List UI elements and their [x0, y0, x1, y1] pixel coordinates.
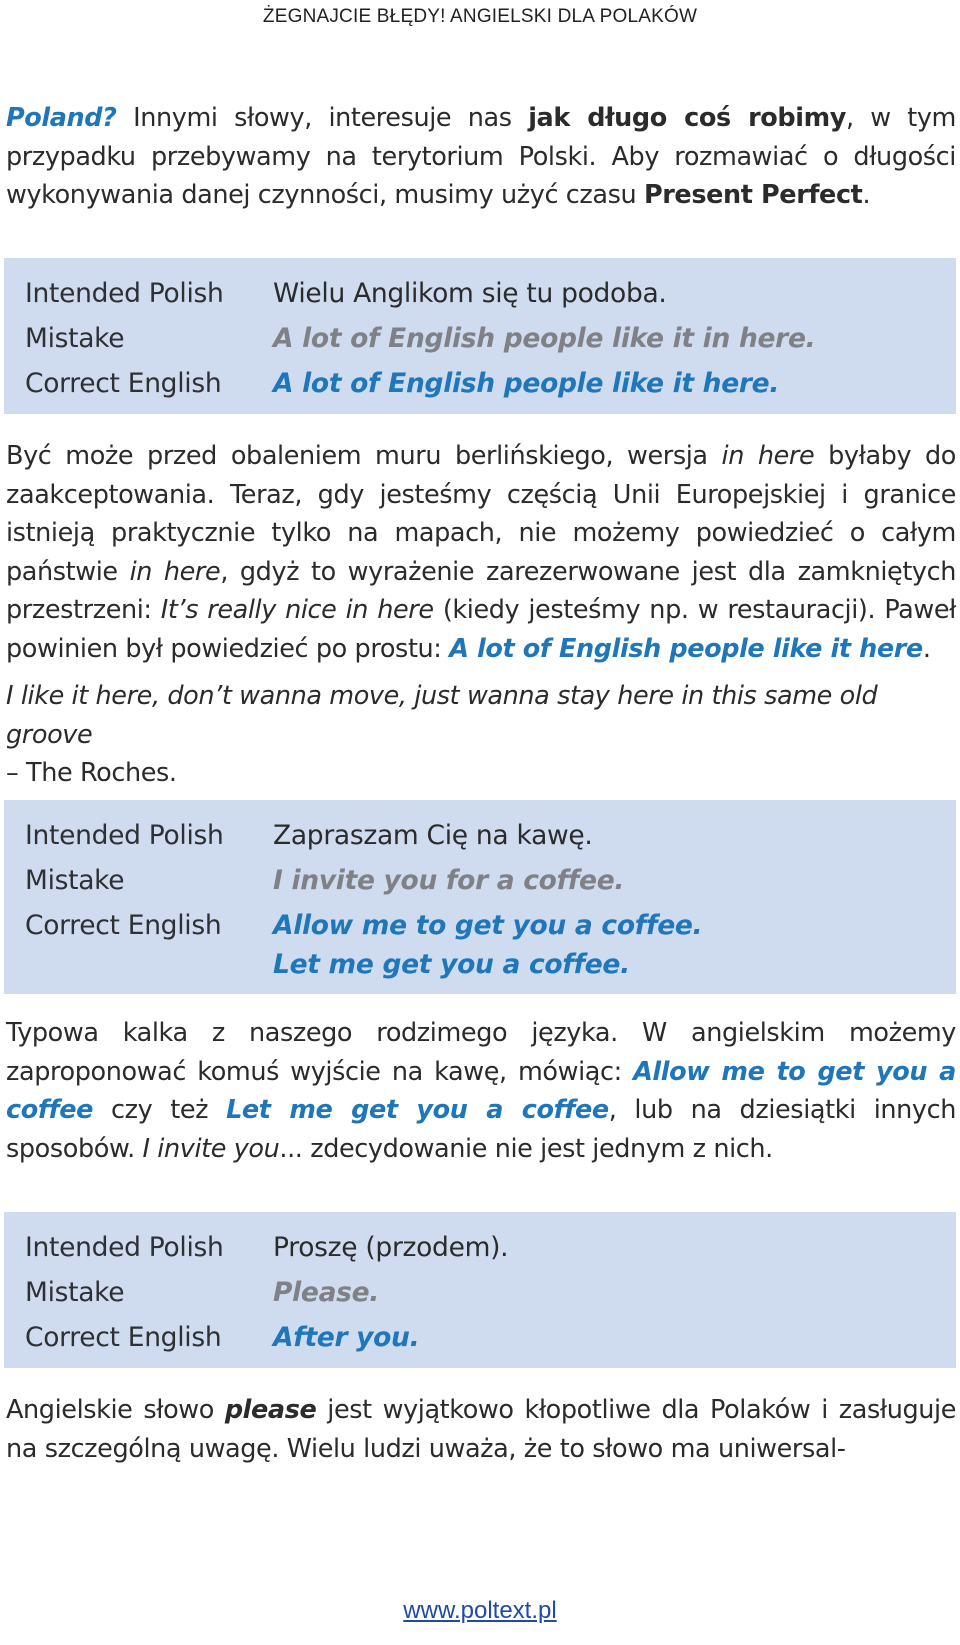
label-correct: Correct English [25, 368, 222, 399]
correct-phrase: A lot of English people like it here [449, 633, 923, 664]
label-correct: Correct English [25, 910, 222, 941]
text: (kiedy jesteśmy np. w restauracji). Paweł powinien był powiedzieć po prostu: [6, 595, 956, 664]
text: , gdyż to wyrażenie zarezerwowane jest dla zamkniętych przestrzeni: [6, 556, 956, 625]
intro-paragraph [6, 99, 956, 215]
correct-row [4, 362, 956, 406]
text: czy też [93, 1095, 227, 1125]
italic-example: It’s really nice in here [160, 595, 434, 625]
label-mistake: Mistake [25, 323, 125, 354]
mistake-row [4, 317, 956, 361]
text: byłaby do zaakceptowania. Teraz, gdy jesteśmy częścią Unii Europejskiej i granice istnieją praktycznie tylko na mapach, nie możemy powiedzieć o całym państwie [6, 441, 957, 587]
correct-row [4, 904, 956, 948]
label-mistake: Mistake [25, 1277, 125, 1308]
mistake-sentence: Please. [273, 1277, 380, 1308]
footer [0, 1597, 960, 1625]
text: Typowa kalka z naszego rodzimego języka. W angielskim możemy zaproponować komuś wyjście na kawę, mówiąc: [6, 1018, 956, 1087]
text: ... zdecydowanie nie jest jednym z nich. [279, 1133, 773, 1164]
quote-author: – The Roches. [6, 758, 177, 788]
please-paragraph [6, 1391, 956, 1468]
emphasis: jak długo coś robimy [528, 103, 846, 133]
example-box-2 [4, 800, 956, 994]
mistake-sentence: I invite you for a coffee. [273, 865, 625, 896]
example-box-3 [4, 1212, 956, 1368]
italic-term: I invite you [142, 1133, 280, 1164]
website-link[interactable]: www.poltext.pl [403, 1597, 557, 1624]
polish-row [4, 272, 956, 316]
correct-sentence-alt: Let me get you a coffee. [273, 949, 630, 980]
label-correct: Correct English [25, 1322, 222, 1353]
polish-sentence: Zapraszam Cię na kawę. [273, 820, 593, 851]
coffee-paragraph [6, 1014, 956, 1168]
text: . [922, 633, 931, 664]
polish-row [4, 814, 956, 858]
polish-sentence: Proszę (przodem). [273, 1232, 509, 1263]
label-polish: Intended Polish [25, 1232, 224, 1263]
label-polish: Intended Polish [25, 278, 224, 309]
polish-row [4, 1226, 956, 1270]
correct-row-alt [4, 943, 956, 987]
label-polish: Intended Polish [25, 820, 224, 851]
correct-sentence: A lot of English people like it here. [273, 368, 780, 399]
text: Innymi słowy, interesuje nas [116, 103, 529, 133]
correct-sentence: Allow me to get you a coffee. [273, 910, 703, 941]
example-box-1 [4, 258, 956, 414]
song-quote [6, 677, 956, 793]
italic-term: in here [129, 556, 221, 587]
poland-term: Poland? [6, 103, 117, 133]
italic-term: in here [721, 441, 815, 471]
label-mistake: Mistake [25, 865, 125, 896]
text: , w tym przypadku przebywamy na terytorium Polski. Aby rozmawiać o długości wykonywania danej czynności, musimy użyć czasu [6, 103, 956, 210]
quote-text: I like it here, don’t wanna move, just wanna stay here in this same old groove [6, 681, 878, 750]
bold-term: please [224, 1395, 317, 1425]
mistake-row [4, 859, 956, 903]
emphasis: Present Perfect [643, 180, 863, 210]
text: jest wyjątkowo kłopotliwe dla Polaków i zasługuje na szczególną uwagę. Wielu ludzi uważa, że to słowo ma uniwersal- [6, 1395, 956, 1464]
text: Angielskie słowo [6, 1395, 225, 1425]
text: , lub na dziesiątki innych sposobów. [6, 1095, 956, 1164]
polish-sentence: Wielu Anglikom się tu podoba. [273, 278, 667, 309]
text: Być może przed obaleniem muru berlińskiego, wersja [6, 441, 722, 471]
correct-phrase: Allow me to get you a coffee [6, 1056, 956, 1125]
running-header: ŻEGNAJCIE BŁĘDY! ANGIELSKI DLA POLAKÓW [262, 6, 698, 27]
mistake-sentence: A lot of English people like it in here. [273, 323, 816, 354]
correct-row [4, 1316, 956, 1360]
text: . [862, 180, 871, 210]
explanation-paragraph [6, 437, 956, 668]
mistake-row [4, 1271, 956, 1315]
correct-phrase: Let me get you a coffee [226, 1095, 609, 1125]
correct-sentence: After you. [273, 1322, 420, 1353]
